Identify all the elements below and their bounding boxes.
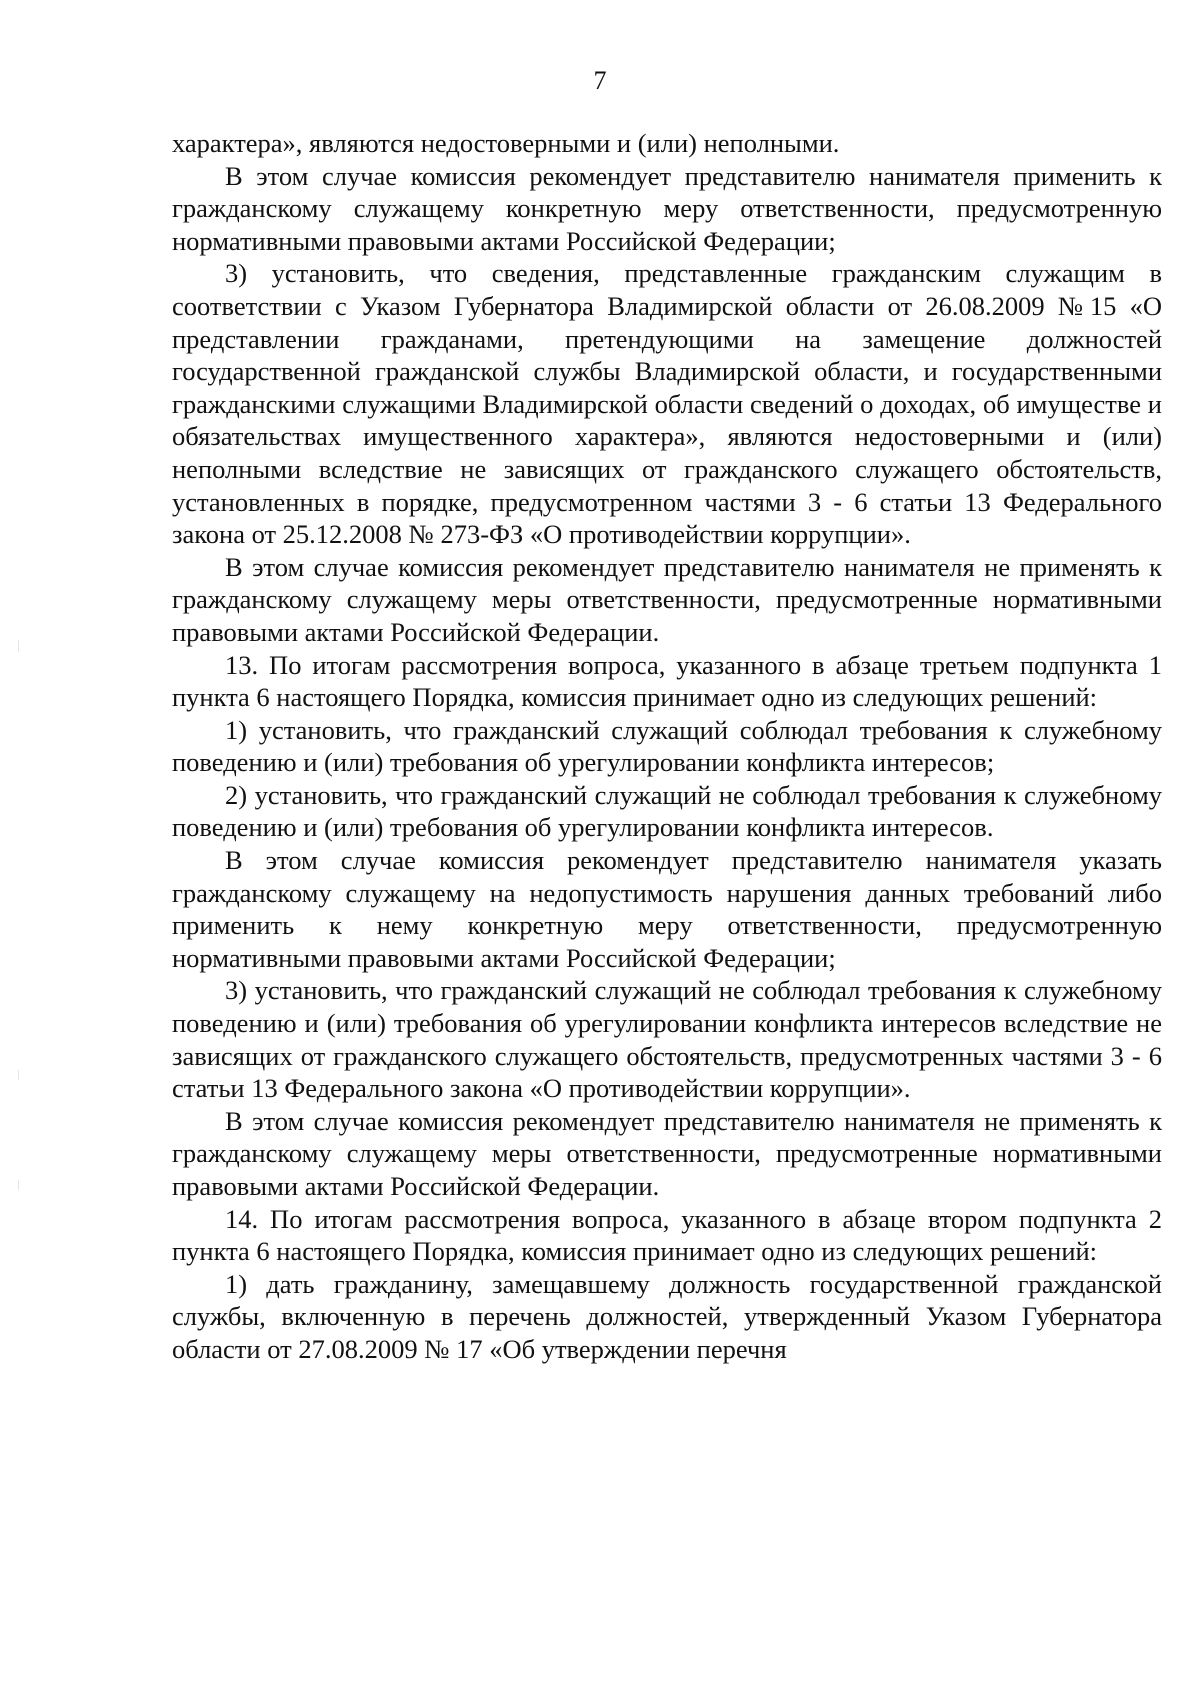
paragraph: В этом случае комиссия рекомендует представителю нанимателя применить к гражданскому служащему конкретную меру ответственности, предусмотренную нормативными правовыми актами Российской Федерации; (172, 160, 1162, 256)
page-number: 7 (593, 66, 607, 95)
scan-margin-mark (18, 1070, 19, 1080)
paragraph: В этом случае комиссия рекомендует представителю нанимателя не применять к гражданскому служащему меры ответственности, предусмотренные нормативными правовыми актами Российской Федерации. (172, 551, 1162, 647)
paragraph: 3) установить, что гражданский служащий не соблюдал требования к служебному поведению и (или) требования об урегулировании конфликта интересов вследствие не зависящих от гражданского служащего обстоятельств, предусмотренных частями 3 - 6 статьи 13 Федерального закона «О противодействии коррупции». (172, 975, 1162, 1104)
paragraph: В этом случае комиссия рекомендует представителю нанимателя не применять к гражданскому служащему меры ответственности, предусмотренные нормативными правовыми актами Российской Федерации. (172, 1105, 1162, 1201)
document-body (172, 127, 1162, 1366)
scan-margin-mark (18, 1180, 19, 1190)
paragraph: 3) установить, что сведения, представленные гражданским служащим в соответствии с Указом Губернатора Владимирской области от 26.08.2009 №15 «О представлении гражданами, претендующими на замещение должностей государственной гражданской службы Владимирской области, и государственными гражданскими служащими Владимирской области сведений о доходах, об имуществе и обязательствах имущественного характера», являются недостоверными и (или) неполными вследствие не зависящих от гражданского служащего обстоятельств, установленных в порядке, предусмотренном частями 3 - 6 статьи 13 Федерального закона от 25.12.2008 № 273-ФЗ «О противодействии коррупции». (172, 258, 1162, 550)
paragraph: характера», являются недостоверными и (или) неполными. (172, 128, 840, 158)
paragraph: 14. По итогам рассмотрения вопроса, указанного в абзаце втором подпункта 2 пункта 6 настоящего Порядка, комиссия принимает одно из следующих решений: (172, 1203, 1162, 1267)
paragraph: В этом случае комиссия рекомендует представителю нанимателя указать гражданскому служащему на недопустимость нарушения данных требований либо применить к нему конкретную меру ответственности, предусмотренную нормативными правовыми актами Российской Федерации; (172, 845, 1162, 973)
paragraph: 1) дать гражданину, замещавшему должность государственной гражданской службы, включенную в перечень должностей, утвержденный Указом Губернатора области от 27.08.2009 № 17 «Об утверждении перечня (172, 1268, 1162, 1364)
paragraph: 2) установить, что гражданский служащий не соблюдал требования к служебному поведению и (или) требования об урегулировании конфликта интересов. (172, 779, 1162, 843)
paragraph: 1) установить, что гражданский служащий соблюдал требования к служебному поведению и (или) требования об урегулировании конфликта интересов; (172, 714, 1162, 778)
scan-margin-mark (18, 640, 19, 652)
paragraph: 13. По итогам рассмотрения вопроса, указанного в абзаце третьем подпункта 1 пункта 6 настоящего Порядка, комиссия принимает одно из следующих решений: (172, 649, 1162, 713)
